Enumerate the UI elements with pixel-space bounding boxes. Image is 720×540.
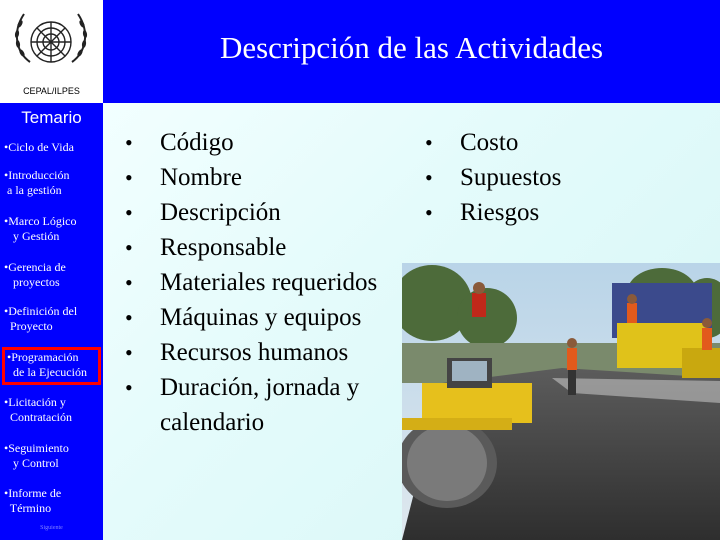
list-item: • Descripción (125, 195, 390, 230)
list-item: • Código (125, 125, 390, 160)
un-emblem-icon (0, 0, 103, 86)
list-item: • Responsable (125, 230, 390, 265)
logo-box (0, 0, 103, 103)
list-item: • Máquinas y equipos (125, 300, 390, 335)
list-item: • Nombre (125, 160, 390, 195)
bullet-icon: • (425, 165, 433, 190)
sidebar-item-ciclo-de-vida[interactable]: •Ciclo de Vida (4, 140, 74, 154)
header-bar (0, 0, 720, 103)
bullet-icon: • (425, 200, 433, 225)
bullet-icon: • (125, 235, 133, 260)
road-paving-illustration (402, 263, 720, 540)
bullet-icon: • (125, 270, 133, 295)
list-item: • Riesgos (425, 195, 685, 230)
list-item: • Costo (425, 125, 685, 160)
sidebar-title: Temario (21, 108, 82, 127)
bullet-icon: • (125, 165, 133, 190)
bullet-icon: • (125, 130, 133, 155)
bullet-icon: • (425, 130, 433, 155)
sidebar-item-introduccion[interactable]: •Introducción a la gestión (4, 168, 70, 197)
activity-extra-fields-list (425, 125, 685, 230)
sidebar-item-programacion[interactable]: •Programación de la Ejecución (2, 347, 101, 385)
sidebar-item-gerencia[interactable]: •Gerencia de proyectos (4, 260, 66, 289)
sidebar-footer-nav[interactable]: Siguiente (40, 525, 63, 531)
list-item: • Duración, jornada y calendario (125, 370, 390, 440)
sidebar-item-definicion[interactable]: •Definición del Proyecto (4, 304, 78, 333)
sidebar-item-marco-logico[interactable]: •Marco Lógico y Gestión (4, 214, 77, 243)
bullet-icon: • (125, 375, 133, 400)
sidebar-item-seguimiento[interactable]: •Seguimiento y Control (4, 441, 69, 470)
sidebar-item-informe[interactable]: •Informe de Término (4, 486, 62, 515)
page-title: Descripción de las Actividades (219, 30, 604, 65)
bullet-icon: • (125, 200, 133, 225)
sidebar-item-licitacion[interactable]: •Licitación y Contratación (4, 395, 72, 424)
road-paving-photo (402, 263, 720, 540)
list-item: • Materiales requeridos (125, 265, 390, 300)
bullet-icon: • (125, 340, 133, 365)
logo-caption: CEPAL/ILPES (23, 86, 80, 96)
sidebar (0, 103, 103, 540)
list-item: • Recursos humanos (125, 335, 390, 370)
activity-fields-list (125, 125, 390, 440)
list-item: • Supuestos (425, 160, 685, 195)
bullet-icon: • (125, 305, 133, 330)
